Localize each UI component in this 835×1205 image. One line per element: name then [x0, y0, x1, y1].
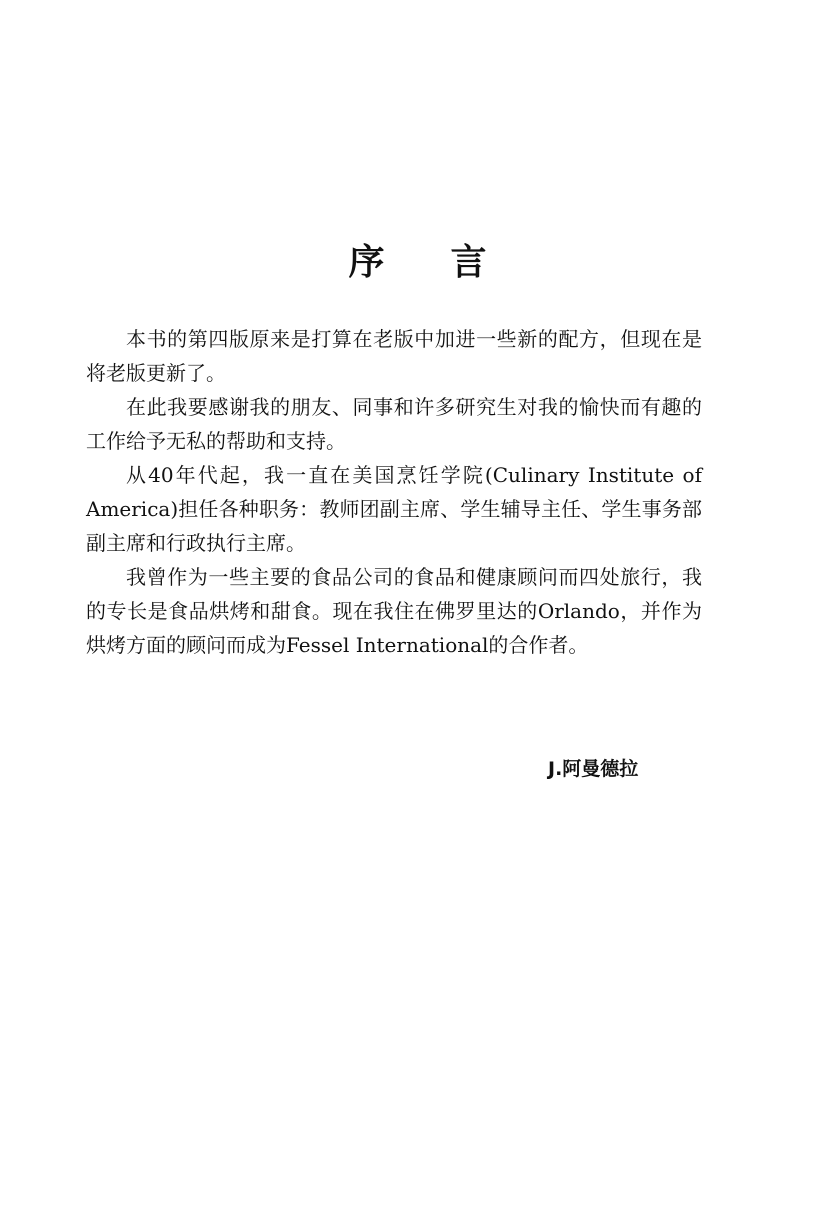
- paragraph-3: 从40年代起，我一直在美国烹饪学院(Culinary Institute of America)担任各种职务：教师团副主席、学生辅导主任、学生事务部副主席和行政执行主席。: [86, 463, 702, 555]
- page-title: [0, 238, 835, 286]
- title-char-1: 序: [348, 241, 385, 284]
- paragraph-2: 在此我要感谢我的朋友、同事和许多研究生对我的愉快而有趣的工作给予无私的帮助和支持。: [86, 395, 702, 453]
- author-signature: J.阿曼德拉: [548, 758, 639, 780]
- title-char-2: 言: [450, 241, 487, 284]
- preface-body: [86, 322, 702, 662]
- paragraph-4: 我曾作为一些主要的食品公司的食品和健康顾问而四处旅行，我的专长是食品烘烤和甜食。现在我住在佛罗里达的Orlando，并作为烘烤方面的顾问而成为Fessel International的合作者。: [86, 565, 702, 657]
- paragraph-1: 本书的第四版原来是打算在老版中加进一些新的配方，但现在是将老版更新了。: [86, 327, 702, 385]
